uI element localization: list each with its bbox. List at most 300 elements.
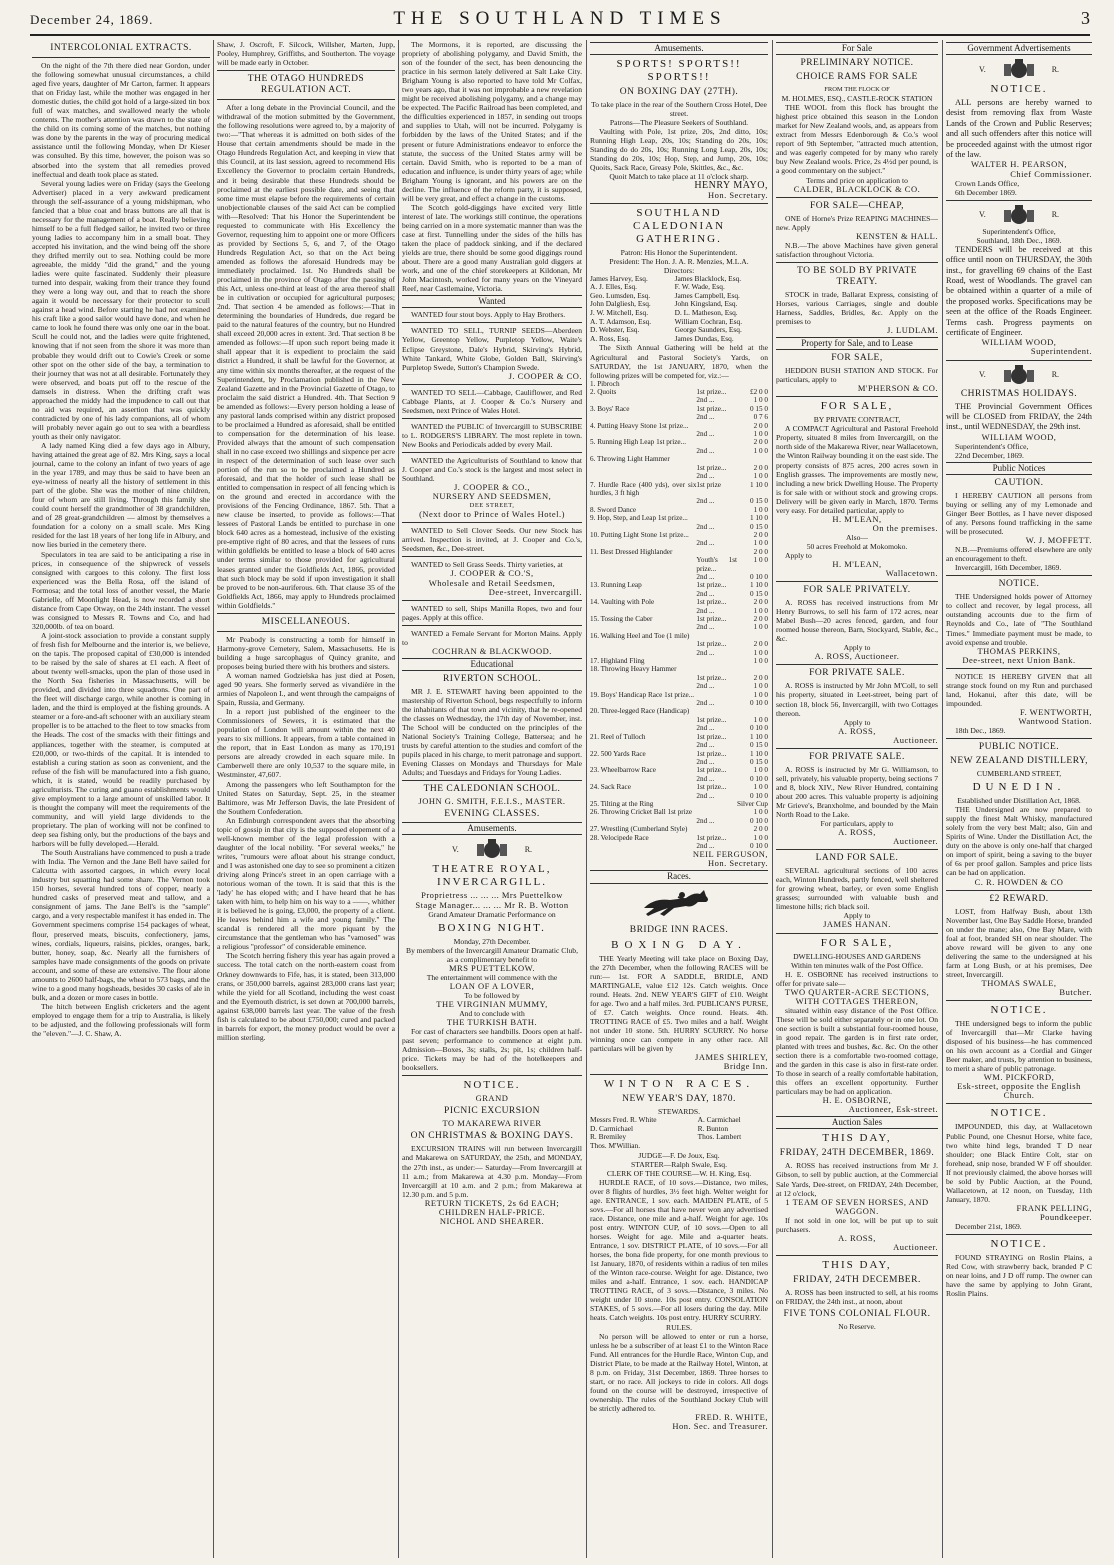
auction-sales-section-heading: Auction Sales bbox=[776, 1116, 938, 1129]
theatre-text: And to conclude with bbox=[459, 1008, 525, 1018]
event-name bbox=[590, 623, 696, 631]
amusements-section-heading: Amusements. bbox=[590, 42, 768, 55]
person-name: R. Bunton bbox=[697, 1123, 729, 1133]
gov-text: Crown Lands Office, bbox=[955, 178, 1020, 188]
notice-text: 18th Dec., 1869. bbox=[955, 726, 1006, 735]
event-name bbox=[590, 716, 696, 724]
event-name: 18. Throwing Heavy Hammer bbox=[590, 665, 677, 674]
prize-place: 2nd ... bbox=[696, 699, 715, 708]
prize-place: 2nd ... bbox=[696, 446, 715, 455]
prize-row bbox=[590, 699, 768, 707]
notice-heading: NOTICE. bbox=[463, 1079, 521, 1092]
educational-section-heading: Educational bbox=[402, 658, 582, 671]
prize-amount: 2 0 0 bbox=[753, 421, 768, 430]
ad-signature: Wantwood Station. bbox=[1018, 715, 1092, 726]
for-private-sale-heading: FOR PRIVATE SALE. bbox=[809, 751, 905, 762]
article-paragraph: A lady named King died a few days ago in Albury, having attained the great age of 82. Mrs King, says a local journal, came to the colony an infant of two years of age in the year 1789, and may thus be said to have been an eye-witness of nearly all the history of settlement in this part of the globe. She was the mother of nine children, four of whom are still living. Through this family she could count herself the grandmother of 38 grandchildren, and of 28 great-grandchildren — almost by themselves a foundation for a colony on a small scale. Mrs King resided for the last 18 years of her long life in Albury, and now lies buried in the cemetery there. bbox=[32, 440, 210, 550]
event-name bbox=[590, 447, 696, 455]
prize-amount: 2 0 0 bbox=[753, 598, 768, 607]
prize-place: 2nd ... bbox=[696, 791, 715, 800]
prize-place: 1st prize... bbox=[696, 640, 727, 649]
coat-of-arms-icon bbox=[1000, 204, 1038, 226]
article-paragraph: Mr Peabody is constructing a tomb for himself in Harmony-grove Cemetery, Salem, Massachusetts. He is building a huge sarcophagus of Quincy granite, and proposes being buried there with his brothers and sisters. bbox=[217, 634, 395, 671]
prize-amount: 1 0 0 bbox=[753, 690, 768, 699]
royal-crest bbox=[402, 838, 582, 860]
prize-place: 2nd ... bbox=[696, 816, 715, 825]
school-master: JOHN G. SMITH, F.E.I.S., MASTER. bbox=[418, 796, 566, 807]
prize-amount: 1 10 0 bbox=[750, 514, 768, 523]
prize-amount: 2 0 0 bbox=[753, 615, 768, 624]
prize-row bbox=[590, 598, 768, 606]
gathering-text: Directors: bbox=[663, 265, 695, 275]
sale-text: 1 TEAM OF SEVEN HORSES, AND WAGGON. bbox=[785, 1196, 929, 1216]
prize-row bbox=[590, 741, 768, 749]
prize-amount: 1 0 0 bbox=[753, 430, 768, 439]
gov-text: Southland, 18th Dec., 1869. bbox=[976, 235, 1062, 245]
prize-place: 2nd ... bbox=[696, 757, 715, 766]
ad-signature: NURSERY AND SEEDSMEN, bbox=[432, 491, 552, 502]
crest-r: R. bbox=[1051, 369, 1060, 379]
caledonian-school-heading: THE CALEDONIAN SCHOOL. bbox=[423, 784, 561, 795]
divider bbox=[946, 1103, 1092, 1104]
prize-row bbox=[590, 632, 768, 640]
prize-row bbox=[590, 657, 768, 665]
prize-row bbox=[590, 800, 768, 808]
column-5 bbox=[776, 40, 938, 1558]
event-name: 20. Three-legged Race (Handicap) bbox=[590, 707, 690, 716]
divider bbox=[402, 522, 582, 523]
coat-of-arms-icon bbox=[1000, 364, 1038, 386]
race-official: CLERK OF THE COURSE—W. H. King, Esq. bbox=[606, 1168, 752, 1178]
prize-place: 1st prize... bbox=[696, 404, 727, 413]
prize-row bbox=[590, 581, 768, 589]
gov-text: TENDERS will be received at this office until noon on THURSDAY, the 30th inst., for gravelling 69 chains of the East Road, west of Woodlands. The gravel can be obtained within a quarter of a mile of the proposed works. Specifications may be seen at the office of the Roads Engineer. Terms cash. Progress payments on certificate of Engineer. bbox=[946, 244, 1092, 338]
sale-text: For particulars, apply to bbox=[820, 819, 894, 829]
event-name: 7. Hurdle Race (400 yds), over six hurdles, 3 ft high bbox=[590, 480, 697, 497]
ad-signature: Hon. Secretary. bbox=[707, 189, 768, 200]
notice-text: FOUND STRAYING on Roslin Plains, a Red Cow, with strawberry back, branded P C on near loins, and J D off rump. The owner can have the same by applying to John Grant, Roslin Plains. bbox=[946, 1253, 1092, 1299]
prize-row bbox=[590, 665, 768, 673]
gov-text: 6th December 1869. bbox=[955, 187, 1017, 197]
event-name: 24. Sack Race bbox=[590, 783, 631, 792]
prize-row bbox=[590, 817, 768, 825]
prize-amount bbox=[737, 665, 768, 673]
event-name bbox=[590, 758, 696, 766]
prize-row bbox=[590, 607, 768, 615]
prize-amount: 1 0 0 bbox=[753, 766, 768, 775]
prize-place: 1st prize... bbox=[696, 388, 727, 397]
prize-row bbox=[590, 775, 768, 783]
event-name bbox=[590, 556, 696, 573]
person-name: James Campbell, Esq. bbox=[674, 290, 740, 300]
notice-text: THE Undersigned are now prepared to supply the finest Malt Whisky, manufactured solely from the very best Malt; also, Gin and Spirits of Wine. Under the Distillation Act, the duty on the above is only one-half that charged on import of spirit, being a saving to the buyer of 6s per proof gallon. Samples and price lists can be had on application. bbox=[946, 805, 1092, 878]
person-name bbox=[698, 1142, 768, 1151]
divider bbox=[402, 556, 582, 557]
notice-heading: NOTICE. bbox=[998, 579, 1040, 590]
prize-amount: 1 0 0 bbox=[753, 682, 768, 691]
prize-row bbox=[590, 783, 768, 791]
notice-text: CUMBERLAND STREET, bbox=[976, 769, 1062, 779]
prize-amount: 1 10 0 bbox=[750, 749, 768, 758]
sale-text: Within ten minutes walk of the Post Office. bbox=[790, 960, 923, 970]
distillery-heading: NEW ZEALAND DISTILLERY, bbox=[949, 756, 1089, 767]
column-rule bbox=[398, 40, 399, 1558]
event-name bbox=[590, 842, 696, 850]
prize-row bbox=[590, 548, 768, 556]
divider bbox=[776, 664, 938, 665]
person-name: D. Webster, Esq. bbox=[590, 325, 640, 335]
person-name: A. Ross, Esq. bbox=[590, 333, 631, 343]
prize-place: 2nd ... bbox=[696, 522, 715, 531]
sale-text: A. ROSS is instructed by Mr G. Williamson, to sell, privately, his valuable property, being sections 7 and 8, block XIV., New River Hundred, containing about 200 acres. This valuable property is adjoining Mr Grieve's, Branxholme, and bounded by the Main North Road to the Lake. bbox=[776, 764, 938, 819]
for-sale-cheap-heading: FOR SALE—CHEAP, bbox=[809, 200, 905, 211]
notice-text: THE undersigned begs to inform the public of Invercargill that—Mr Clarke having disposed of his business—he has commenced on his own account as a Cordial and Ginger Beer maker, and trusts, by attention to business, to merit a share of public patronage. bbox=[946, 1019, 1092, 1074]
this-day-heading: THIS DAY, bbox=[822, 1132, 892, 1145]
prize-amount: 2 0 0 bbox=[753, 463, 768, 472]
prize-amount: 0 10 0 bbox=[750, 841, 768, 850]
picnic-text: PICNIC EXCURSION bbox=[444, 1106, 540, 1117]
divider bbox=[217, 613, 395, 614]
prize-row bbox=[590, 733, 768, 741]
prize-row bbox=[590, 716, 768, 724]
prize-place: 2nd ... bbox=[696, 623, 715, 632]
ad-signature: J. LUDLAM. bbox=[886, 325, 938, 336]
divider bbox=[217, 99, 395, 100]
prize-amount: 1 10 0 bbox=[750, 732, 768, 741]
sale-text: A. ROSS is instructed by Mr John M'Coll, to sell his property, situated in Leet-street, being part of section 18, block 56, Invercargill, with two Cottages thereon. bbox=[776, 681, 938, 718]
person-name: John Kingsland, Esq. bbox=[674, 299, 738, 309]
event-name bbox=[590, 674, 696, 682]
person-name: J. W. Mitchell, Esq. bbox=[590, 308, 649, 318]
person-name: A. T. Adamson, Esq. bbox=[590, 316, 652, 326]
prize-row bbox=[590, 539, 768, 547]
sale-text: A. ROSS has received instructions from Mr Henry Burrows, to sell his farm of 172 acres, near Mabel Bush—20 acres fenced, garden, and four roomed house thereon, Barn, Stockyard, Stable, &c., &c. bbox=[776, 598, 938, 644]
prize-amount: 0 10 0 bbox=[750, 572, 768, 581]
boxing-day-heading: BOXING DAY. bbox=[611, 938, 747, 951]
person-name: Thos. M'Willian. bbox=[590, 1141, 641, 1151]
prize-row bbox=[590, 523, 768, 531]
sale-text: DWELLING-HOUSES AND GARDENS bbox=[793, 951, 921, 961]
prize-place: 1st prize bbox=[696, 480, 721, 489]
person-name: George Saunders, Esq. bbox=[674, 325, 742, 335]
crest-r: R. bbox=[1051, 210, 1060, 220]
sale-text: Apply to bbox=[785, 550, 812, 560]
person-name: Messrs Fred. R. White bbox=[590, 1115, 657, 1125]
article-paragraph: An Edinburgh correspondent avers that the absorbing topic of gossip in that city is the supposed elopement of a well-known member of the legal profession with a daughter of the local nobility. "For several weeks," he writes, "rumours were afloat about his strange conduct, and I was astonished one day to see so prominent a citizen driving along Prince's street in an open carriage with a notorious woman of the town. It is said that this is the 'lady' he has eloped with; and I have heard that he has taken with him, to help him on his way to a ——, whither it is believed he is going, £3,000, the property of a client. He leaves behind him a wife and young family." The scandal is rendered all the more piquant by the circumstance that the gentleman who has "vamosed" was a religious "professor" of considerable eminence. bbox=[217, 815, 395, 952]
prize-row bbox=[590, 447, 768, 455]
prize-row bbox=[590, 438, 768, 446]
event-name: 2. Quoits bbox=[590, 388, 617, 397]
riverton-school-heading: RIVERTON SCHOOL. bbox=[442, 673, 542, 684]
prize-amount: 1 0 0 bbox=[753, 505, 768, 514]
prize-place: 2nd ... bbox=[696, 724, 715, 733]
bridge-inn-heading: BRIDGE INN RACES. bbox=[629, 924, 729, 935]
otago-hundreds-heading: THE OTAGO HUNDREDS REGULATION ACT. bbox=[247, 74, 365, 96]
prize-row bbox=[590, 531, 768, 539]
boxing-night: BOXING NIGHT. bbox=[438, 921, 546, 934]
notice-text: NOTICE IS HEREBY GIVEN that all strange stock found on my Run and purchased land, Hokanui, after this date, will be impounded. bbox=[946, 671, 1092, 708]
prize-amount: 0 15 0 bbox=[750, 522, 768, 531]
prize-place: 1st prize... bbox=[696, 715, 727, 724]
ad-signature: Auctioneer. bbox=[893, 836, 938, 847]
ad-signature: On the premises. bbox=[872, 522, 938, 533]
prize-row bbox=[590, 808, 768, 816]
prize-row bbox=[590, 691, 768, 699]
ad-signature: Butcher. bbox=[1059, 986, 1092, 997]
sports-text: To take place in the rear of the Southern Cross Hotel, Dee street. bbox=[591, 100, 767, 119]
prize-row bbox=[590, 766, 768, 774]
theatre-text: MRS PUETTELKOW. bbox=[448, 962, 536, 973]
christmas-holidays-heading: CHRISTMAS HOLIDAYS. bbox=[960, 388, 1078, 399]
prize-place bbox=[696, 438, 737, 446]
theatre-staff: Proprietress ... ... ... Mrs Puettelkow bbox=[421, 890, 563, 901]
government-ads-heading: Government Advertisements bbox=[946, 42, 1092, 55]
sports-text: Patrons—The Pleasure Seekers of Southland. bbox=[609, 118, 749, 128]
event-name: 26. Throwing Cricket Ball 1st prize bbox=[590, 808, 693, 817]
prize-row bbox=[590, 724, 768, 732]
prize-row bbox=[590, 590, 768, 598]
event-name: 3. Boys' Race bbox=[590, 404, 630, 413]
event-name bbox=[590, 775, 696, 783]
races-section-heading: Races. bbox=[590, 870, 768, 883]
divider bbox=[776, 396, 938, 397]
prize-place: Youth's 1st prize... bbox=[696, 556, 738, 573]
ad-signature: Auctioneer. bbox=[893, 734, 938, 745]
prize-place: 2nd ... bbox=[696, 497, 715, 506]
property-section-heading: Property for Sale, and to Lease bbox=[776, 337, 938, 350]
article-paragraph: On the night of the 7th there died near Gordon, under the following somewhat unusual circumstances, a child aged five years, daughter of Mr Carton, farmer. It appears that on Friday last, while the mother was engaged in her domestic duties, the child got hold of a large-sized tin box full of wax matches, and swallowed nearly the whole contents. The mother's attention was drawn to the state of the child on its coming some of the matches, but nothing was done by the parents in the way of procuring medical assistance until the following Monday, when Dr Kieser was consulted. By this time, however, the poison was so absorbed into the system that all remedies proved ineffectual and death took place as stated. bbox=[32, 61, 210, 179]
ad-signature: M'PHERSON & CO. bbox=[857, 383, 938, 394]
ad-signature: FRANK PELLING, bbox=[1016, 1202, 1092, 1213]
ad-signature: HENRY MAYO, bbox=[694, 180, 768, 192]
royal-crest bbox=[946, 58, 1092, 80]
theatre-text: Monday, 27th December. bbox=[453, 936, 531, 946]
prize-amount: 1 0 0 bbox=[753, 783, 768, 792]
ad-signature: Wallacetown. bbox=[885, 568, 938, 579]
prize-amount: 1 0 0 bbox=[753, 657, 768, 666]
person-name: James Blacklock, Esq. bbox=[674, 273, 742, 283]
amusements-section-heading: Amusements. bbox=[402, 822, 582, 835]
sale-text: FROM THE FLOCK OF bbox=[824, 86, 890, 94]
theatre-text: To be followed by bbox=[464, 990, 520, 1000]
prize-place bbox=[696, 531, 737, 539]
prize-place: 2nd ... bbox=[696, 413, 715, 422]
prize-place: 2nd ... bbox=[696, 430, 715, 439]
sale-text: N.B.—The above Machines have given general satisfaction throughout Victoria. bbox=[776, 240, 938, 259]
event-name: 15. Tossing the Caber bbox=[590, 615, 653, 624]
wanted-ad: WANTED a Female Servant for Morton Mains. Apply to bbox=[402, 628, 582, 647]
dunedin-heading: DUNEDIN. bbox=[972, 781, 1066, 794]
notice-heading: NOTICE. bbox=[990, 83, 1048, 96]
sale-text: 50 acres Freehold at Mokomoko. bbox=[806, 541, 908, 551]
event-name: 21. Reel of Tulloch bbox=[590, 732, 646, 741]
picnic-text: CHILDREN HALF-PRICE. bbox=[438, 1206, 546, 1217]
notice-heading: NOTICE. bbox=[990, 1107, 1048, 1120]
theatre-staff: Stage Manager... ... ... Mr R. B. Wotton bbox=[415, 899, 569, 910]
races-text: No person will be allowed to enter or run a horse, unless he be a subscriber of at least £1 to the Winton Race Fund. All entrances for the Hurdle Race, Winton Cup, and District Plate, to be made at the Railway Hotel, Winton, at 8 p.m. on Friday, 31st December, 1869. Three horses to start, or no race. All jockeys to ride in colors. All dogs found on the course will be destroyed, irrespective of ownership. The rules of the Southland Jockey Club will be strictly adhered to. bbox=[590, 1331, 768, 1413]
for-sale-heading: FOR SALE, bbox=[831, 353, 883, 364]
prize-row bbox=[590, 556, 768, 573]
prize-row bbox=[590, 413, 768, 421]
ad-signature: Auctioneer. bbox=[893, 1241, 938, 1252]
article-paragraph: The South Australians have commenced to push a trade with India. The Vernon and the Jane Bell have sailed for Calcutta with assorted cargoes, in which every local industry but squatting had some share. The Vernon took 150 horses, several hundred tons of copper, nearly a hundred casks of preserved meat and tallow, and a consignment of jams. The Jane Bell's is the "sample" cargo, and a very respectable manifest it has ended in. The Government specimens comprise 154 packages of wheat, flour, preserved meats, biscuits, confectionery, jams, wines, cordials, liqueurs, raisins, pickles, oranges, bark, butter, honey, soap, &c. Nearly all the furnishers of samples have made consignments of the goods on private account, and some of these are extensive. The flour alone amounts to 2600 half-bags, the wheat to 573 bags, and the wine to a good many hogsheads, besides 30 casks of ale in bulk, and a dozen or more cases in bottle. bbox=[32, 848, 210, 1002]
public-notice-heading: PUBLIC NOTICE. bbox=[978, 742, 1060, 753]
theatre-text: Grand Amateur Dramatic Performance on bbox=[428, 909, 556, 919]
person-name: A. Carmichael bbox=[697, 1115, 741, 1125]
prize-place: 1st prize... bbox=[696, 749, 727, 758]
ad-signature: THOMAS PERKINS, bbox=[977, 645, 1061, 656]
winton-day: NEW YEAR'S DAY, 1870. bbox=[622, 1094, 736, 1105]
prize-amount: 1 10 0 bbox=[750, 581, 768, 590]
page-number: 3 bbox=[1081, 8, 1090, 28]
crest-r: R. bbox=[524, 844, 533, 854]
ad-signature: DEE STREET, bbox=[469, 502, 515, 510]
ad-signature: JAMES SHIRLEY, bbox=[695, 1052, 768, 1063]
prize-amount: 0 15 0 bbox=[750, 589, 768, 598]
prize-row bbox=[590, 573, 768, 581]
ad-signature: Chief Commissioner. bbox=[1010, 168, 1092, 179]
event-name bbox=[590, 430, 696, 438]
divider bbox=[776, 581, 938, 582]
prize-row bbox=[590, 430, 768, 438]
event-name bbox=[590, 649, 696, 657]
sale-text: ONE of Horne's Prize REAPING MACHINES—new. Apply bbox=[776, 213, 938, 232]
ad-signature: WILLIAM WOOD, bbox=[981, 431, 1057, 442]
prize-amount: 1 0 0 bbox=[753, 556, 768, 565]
event-name: 11. Best Dressed Highlander bbox=[590, 547, 673, 556]
person-name: Geo. Lumsden, Esq. bbox=[590, 290, 651, 300]
divider bbox=[776, 1255, 938, 1256]
prize-place: 2nd ... bbox=[696, 539, 715, 548]
ad-signature: COCHRAN & BLACKWOOD. bbox=[432, 645, 552, 656]
event-name bbox=[590, 523, 696, 531]
divider bbox=[946, 890, 1092, 891]
notice-heading: NOTICE. bbox=[990, 1004, 1048, 1017]
event-name bbox=[590, 413, 696, 421]
ad-signature: THOMAS SWALE, bbox=[981, 977, 1057, 988]
crest-v: V. bbox=[451, 844, 459, 854]
wanted-ad: WANTED four stout boys. Apply to Hay Brothers. bbox=[411, 310, 566, 320]
gathering-text: The Sixth Annual Gathering will be held at the Agricultural and Pastoral Society's Yards, on SATURDAY, the 1st JANUARY, 1870, when the following prizes will be competed for, viz.:— bbox=[590, 343, 768, 380]
prize-place bbox=[696, 514, 737, 522]
wanted-ad: WANTED TO SELL—Cabbage, Cauliflower, and Red Cabbage Plants, at J. Cooper & Co.'s Nursery and Seedsmen, next Prince of Wales Hotel. bbox=[402, 387, 582, 415]
sale-text: A COMPACT Agricultural and Pastoral Freehold Property, situated 8 miles from Invercargill, on the north side of the Makarewa River, near Wallacetown, the Winton Railway bounding it on the east side. The property consists of 875 acres, 200 acres sown in English grasses. The improvements are mostly new, including a new brick Dwelling House. The Property is for sale with or without stock and growing crops. Delivery will be given early in March, 1870. Terms very easy. For detailed particular, apply to bbox=[776, 424, 938, 515]
prize-row bbox=[590, 649, 768, 657]
prize-place: 2nd ... bbox=[696, 396, 715, 405]
ad-signature: WM. PICKFORD, bbox=[983, 1072, 1055, 1083]
prize-row bbox=[590, 707, 768, 715]
wanted-section-heading: Wanted bbox=[402, 295, 582, 308]
article-paragraph: In a report just published of the engineer to the Commissioners of Sewers, it is estimated that the population of London will amount within the next 40 years to six millions. It appears, from a table contained in the report, that in East London as many as 170,191 persons are already crowded in each square mile. In Camberwell there are only 10,537 to the square mile, in Westminster, 47,607. bbox=[217, 707, 395, 780]
prize-amount: 2 0 0 bbox=[753, 825, 768, 834]
ad-signature: Esk-street, opposite the English Church. bbox=[957, 1081, 1081, 1101]
ad-signature: Poundkeeper. bbox=[1039, 1211, 1092, 1222]
ad-signature: (Next door to Prince of Wales Hotel.) bbox=[419, 509, 565, 520]
royal-crest bbox=[946, 364, 1092, 386]
event-name: 17. Highland Fling bbox=[590, 657, 645, 666]
event-name bbox=[590, 792, 696, 800]
sale-text: A. ROSS has received instructions from Mr J. Gibson, to sell by public auction, at the Commercial Sale Yards, Dee-street, on FRIDAY, 24th December, at 12 o'clock, bbox=[776, 1161, 938, 1198]
column-rule bbox=[772, 40, 773, 1558]
gov-text: THE Provincial Government Offices will be CLOSED from FRIDAY, the 24th inst., until WEDNESDAY, the 29th inst. bbox=[946, 401, 1092, 432]
prize-amount: 1 0 0 bbox=[753, 606, 768, 615]
masthead-rule bbox=[30, 34, 1090, 36]
this-day-heading: THIS DAY, bbox=[822, 1258, 892, 1271]
prize-row bbox=[590, 825, 768, 833]
issue-date: December 24, 1869. bbox=[30, 12, 154, 27]
winton-races-heading: WINTON RACES. bbox=[603, 1078, 755, 1091]
prize-amount: 2 0 0 bbox=[753, 530, 768, 539]
event-name bbox=[590, 396, 696, 404]
prize-row bbox=[590, 497, 768, 505]
coat-of-arms-icon bbox=[1000, 58, 1038, 80]
notice-text: Invercargill, 16th December, 1869. bbox=[955, 563, 1062, 573]
ad-signature: F. WENTWORTH, bbox=[1020, 706, 1092, 717]
for-sale-heading: FOR SALE, bbox=[820, 400, 894, 413]
prize-place bbox=[696, 657, 737, 665]
event-name: 19. Boys' Handicap Race 1st prize... bbox=[590, 690, 695, 699]
event-name bbox=[590, 573, 696, 581]
event-name bbox=[590, 817, 696, 825]
sports-heading: SPORTS! SPORTS!! SPORTS!! bbox=[616, 58, 742, 84]
ad-signature: J. COOPER & CO. bbox=[508, 370, 582, 381]
event-name bbox=[590, 741, 696, 749]
event-name: 28. Velocipede Race bbox=[590, 833, 649, 842]
sale-text: Terms and price on application to bbox=[806, 175, 908, 185]
divider bbox=[32, 57, 210, 58]
ad-signature: A. ROSS, bbox=[838, 827, 876, 838]
sale-text: If not sold in one lot, will be put up to suit purchasers. bbox=[776, 1215, 938, 1234]
column-rule bbox=[586, 40, 587, 1558]
article-paragraph: A woman named Godzielska has just died at Posen, aged 90 years. She formerly served as vivandière in the armies of Napoleon I., and went through the campaigns of Spain, Russia, and Germany. bbox=[217, 670, 395, 708]
article-paragraph: After a long debate in the Provincial Council, and the withdrawal of the motion submitted by the Government, the following resolutions were agreed to, by a majority of two:—"That whereas it is admitted on both sides of the House that certain amendments should be made in the Otago Hundreds Regulation Act, and keeping in view that this Council, at its last session, agreed to recommend His Excellency the Governor to proclaim certain Hundreds, and it being desirable that these Hundreds should be proclaimed at the earliest possible date, and seeing that some time must elapse before the requirements of certain unobjectionable clauses of the said Act can be complied with—Resolved: That his Honor the Superintendent be requested to communicate with His Excellency the Governor, requesting him to appoint one or more Officers as provided by Sections 5, 6, and 7, of the Otago Hundreds Regulation Act, so that on the Act being amended as follows the aforesaid Hundreds may be immediately proclaimed. 1st. No Hundreds shall be proclaimed in the province of Otago after the passing of this Act, unless one-third at least of the area thereof shall be in cultivation or occupied for agricultural purposes; 2nd. That section 4 be amended as follows:—That in determining the boundaries of Hundreds, due regard be paid to the natural features of the country, but no Hundred shall exceed 20,000 acres in extent. 3rd. That section 8 be amended as follows:—If upon such report being made it shall appear that it is expedient to proclaim the said district a Hundred, it shall be lawful for the Governor, at any time within six months thereafter, at the request of the Superintendent, by Proclamation published in the New Zealand Gazette and in the Provincial Gazette of Otago, to proclaim the said district a Hundred. 4th. That Section 9 be amended as follows:—Every person holding a lease of any pastoral lands comprised within any district proposed to be proclaimed a Hundred as aforesaid, shall be entitled to compensation for the determination of his lease. Provided always that the amount of such compensation shall in no case exceed two shillings and sixpence per acre in respect of the determination of such lease over such portion of the run so to be proclaimed a Hundred as aforesaid, and that the holder of such lease shall be entitled to compensation in respect of all fencing which is on the ground and erected in accordance with the provisions of the Fencing Ordinance, 1867. 5th. That a new clause be inserted, to provide as follows:—That lessees of Pastoral Lands be entitled to purchase in one block 640 acres as a homestead, inclusive of the existing pre-emptive right of 80 acres, and that the lessees of runs within goldfields be entitled to lease a block of 640 acres under terms similar to those provided for agricultural leases granted under the Goldfields Act, 1866, provided that such block may be sold if upon investigation it shall be proved to be non-auriferous. 6th. That clause 35 of the Goldfields Act, 1866, may apply to Hundreds proclaimed within Goldfields." bbox=[217, 103, 395, 610]
prize-place bbox=[696, 691, 737, 699]
ad-signature: H. E. OSBORNE, bbox=[822, 1095, 892, 1106]
for-sale-section-heading: For Sale bbox=[776, 42, 938, 55]
prize-row bbox=[590, 388, 768, 396]
column-6 bbox=[946, 40, 1092, 1558]
prize-place: 2nd ... bbox=[696, 741, 715, 750]
prize-place: 1st prize... bbox=[696, 463, 727, 472]
masthead bbox=[30, 6, 1090, 32]
sale-text: BY PRIVATE CONTRACT, bbox=[813, 415, 901, 425]
notice-text: LOST, from Halfway Bush, about 13th November last, One Bay Saddle Horse, branded on under the mane; also, One Bay Mare, with foal at foot, branded SH on near shoulder. The above reward will be given to any one delivering the same to the undersigned at his farm at Long Bush, or at his premises, Dee street, Invercargill. bbox=[946, 906, 1092, 979]
article-paragraph: The Scotch herring fishery this year has again proved a success. The total catch on the north-eastern coast from Orkney downwards to Fife, has, it is stated, been 313,000 crans, or 350,000 barrels, against 283,000 crans last year; while the yield for all Scotland, including the west coast and the Eyemouth district, is set down at 700,000 barrels, against 638,000 barrels last year. The value of the fresh fish is calculated to be about £750,000; cured and packed in barrels for export, the money product would be over a million sterling. bbox=[217, 951, 395, 1042]
ad-signature: Hon. Sec. and Treasurer. bbox=[672, 1421, 768, 1432]
prize-amount: 2 0 0 bbox=[753, 438, 768, 447]
divider bbox=[590, 1074, 768, 1075]
prize-place: 2nd ... bbox=[696, 682, 715, 691]
prize-place bbox=[696, 632, 737, 640]
ad-signature: Dee-street, next Union Bank. bbox=[962, 654, 1076, 665]
races-text: HURDLE RACE, of 10 sovs.—Distance, two miles, over 8 flights of hurdles, 3½ feet high. Welter weight for age. ENTRANCE, 1 sov. each. MAIDEN PLATE, of 5 sovs.—For all horses that have never won any advertised race. Distance, one mile and a-half. Weight for age. 10s post entry. WINTON CUP, of 10 sovs.—Open to all horses. Weight for age. Mile and a-quarter heats. Entrance, 1 sov. DISTRICT PLATE, of 10 sovs.—For all horses, the bona fide property, for one month previous to 1st January, 1870, of residents within a radius of ten miles of the Winton race-course. Weight for age. Distance, two miles and a-half. Entrance, 1 sov. each. HANDICAP TROTTING RACE, of 3 sovs.—Distance, 3 miles. No weight under 10 stone. 10s post entry. CONSOLATION STAKES, of 5 sovs.—For all losers during the day. Mile heats. Catch weights. 10s post entry. HURRY SCURRY. bbox=[590, 1177, 768, 1323]
article-paragraph: Shaw, J. Oscroft, F. Silcock, Willsher, Marten, Jupp, Pooley, Humphrey, Griffiths, and Southerton. The voyage will be made early in October. bbox=[217, 40, 395, 68]
divider bbox=[776, 197, 938, 198]
prize-place bbox=[696, 548, 737, 556]
ad-signature: NICHOL AND SHEARER. bbox=[439, 1215, 545, 1226]
picnic-text: EXCURSION TRAINS will run between Invercargill and Makarewa on SATURDAY, the 25th, and MONDAY, the 27th inst., as under:— Saturday—From Invercargill at 11 a.m.; from Makarewa at 4.30 p.m. Monday—From Invercargill at 10 a.m. and 2 p.m.; from Makarewa at 12.30 p.m. and 5 p.m. bbox=[402, 1144, 582, 1199]
wanted-ad: WANTED the PUBLIC of Invercargill to SUBSCRIBE to L. RODGERS'S LIBRARY. The most replete in town. New Books and Periodicals added by every Mail. bbox=[402, 421, 582, 449]
crest-v: V. bbox=[978, 210, 986, 220]
theatre-text: THE TURKISH BATH. bbox=[446, 1017, 538, 1028]
theatre-text: For cast of characters see handbills. Doors open at half-past seven; performance to commence at eight p.m. Admission—Boxes, 3s; stalls, 2s; pit, 1s; children half-price. Tickets may be had of the hotelkeepers and booksellers. bbox=[402, 1027, 582, 1073]
event-name bbox=[590, 539, 696, 547]
prize-row bbox=[590, 464, 768, 472]
prize-row bbox=[590, 758, 768, 766]
event-name: 1. Pibroch bbox=[590, 379, 620, 388]
prize-row bbox=[590, 396, 768, 404]
person-name: James Dundas, Esq. bbox=[674, 333, 734, 343]
